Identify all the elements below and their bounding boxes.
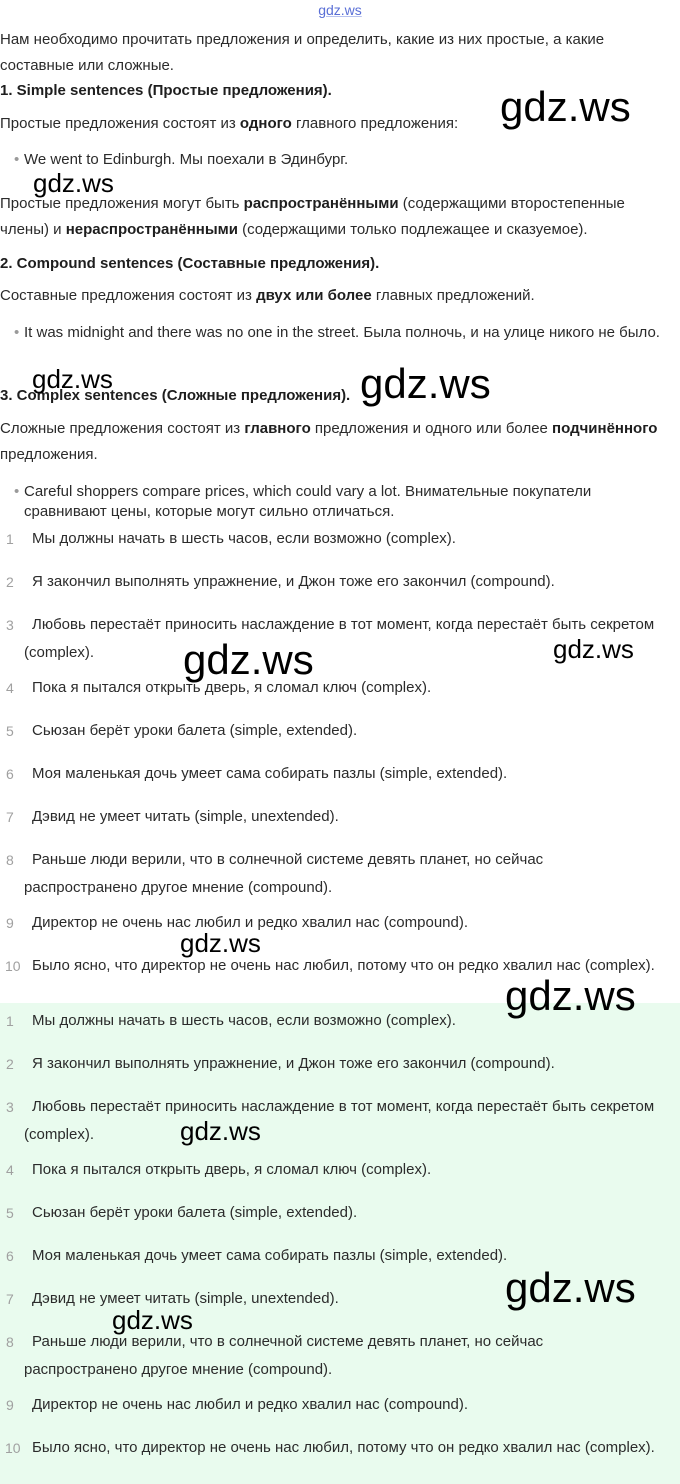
list-item: 8 Раньше люди верили, что в солнечной системе девять планет, но сейчас распространено другое мнение (compound). <box>6 1333 544 1378</box>
list-item: 4 Пока я пытался открыть дверь, я сломал ключ (complex). <box>6 679 432 696</box>
bullet-icon: • <box>14 324 20 341</box>
watermark: gdz.ws <box>360 360 491 407</box>
list-item: 9 Директор не очень нас любил и редко хвалил нас (compound). <box>6 914 469 931</box>
simple-heading: 1. Simple sentences (Простые предложения). <box>0 82 332 99</box>
complex-description: Сложные предложения состоят из главного предложения и одного или более подчинённого предложения. <box>0 420 658 463</box>
list-item: 9 Директор не очень нас любил и редко хвалил нас (compound). <box>6 1396 469 1413</box>
compound-heading: 2. Compound sentences (Составные предложения). <box>0 255 380 272</box>
bullet-icon: • <box>14 483 20 500</box>
list-item: 10 Было ясно, что директор не очень нас любил, потому что он редко хвалил нас (complex). <box>5 957 655 974</box>
list-item: 10 Было ясно, что директор не очень нас любил, потому что он редко хвалил нас (complex). <box>5 1439 655 1456</box>
bullet-icon: • <box>14 151 20 168</box>
list-item: 1 Мы должны начать в шесть часов, если возможно (complex). <box>6 1012 456 1029</box>
intro-text: Нам необходимо прочитать предложения и определить, какие из них простые, а какие составные или сложные. <box>0 31 605 74</box>
watermark: gdz.ws <box>505 972 636 1019</box>
simple-example: • We went to Edinburgh. Мы поехали в Эдинбург. <box>14 151 349 168</box>
list-item: 6 Моя маленькая дочь умеет сама собирать пазлы (simple, extended). <box>6 1247 508 1264</box>
list-item: 3 Любовь перестаёт приносить наслаждение в тот момент, когда перестаёт быть секретом (complex). <box>6 616 655 661</box>
watermark: gdz.ws <box>505 1264 636 1311</box>
list-item: 6 Моя маленькая дочь умеет сама собирать пазлы (simple, extended). <box>6 765 508 782</box>
simple-description: Простые предложения состоят из одного главного предложения: <box>0 115 459 132</box>
watermark: gdz.ws <box>183 636 314 683</box>
list-item: 3 Любовь перестаёт приносить наслаждение в тот момент, когда перестаёт быть секретом (complex). <box>6 1098 655 1143</box>
watermark: gdz.ws <box>32 364 113 394</box>
watermark: gdz.ws <box>180 928 261 958</box>
compound-description: Составные предложения состоят из двух или более главных предложений. <box>0 287 535 304</box>
simple-note: Простые предложения могут быть распространёнными (содержащими второстепенные члены) и нераспространёнными (содержащими только подлежащее и сказуемое). <box>0 195 625 238</box>
list-item: 2 Я закончил выполнять упражнение, и Джон тоже его закончил (compound). <box>6 1055 555 1072</box>
site-link[interactable]: gdz.ws <box>318 2 362 18</box>
watermark: gdz.ws <box>553 634 634 664</box>
list-item: 8 Раньше люди верили, что в солнечной системе девять планет, но сейчас распространено другое мнение (compound). <box>6 851 544 896</box>
watermark: gdz.ws <box>33 168 114 198</box>
list-item: 2 Я закончил выполнять упражнение, и Джон тоже его закончил (compound). <box>6 573 555 590</box>
watermark: gdz.ws <box>500 83 631 130</box>
watermark: gdz.ws <box>180 1116 261 1146</box>
complex-heading: 3. Complex sentences (Сложные предложения). <box>0 387 351 404</box>
list-item: 5 Сьюзан берёт уроки балета (simple, extended). <box>6 722 358 739</box>
watermark: gdz.ws <box>112 1305 193 1335</box>
compound-example: • It was midnight and there was no one in the street. Была полночь, и на улице никого не было. <box>14 324 660 341</box>
complex-example: • Careful shoppers compare prices, which could vary a lot. Внимательные покупатели сравнивают цены, которые могут сильно отличаться. <box>14 483 592 520</box>
list-item: 7 Дэвид не умеет читать (simple, unextended). <box>6 808 339 825</box>
list-item: 1 Мы должны начать в шесть часов, если возможно (complex). <box>6 530 456 547</box>
list-item: 7 Дэвид не умеет читать (simple, unextended). <box>6 1290 339 1307</box>
list-item: 4 Пока я пытался открыть дверь, я сломал ключ (complex). <box>6 1161 432 1178</box>
list-item: 5 Сьюзан берёт уроки балета (simple, extended). <box>6 1204 358 1221</box>
